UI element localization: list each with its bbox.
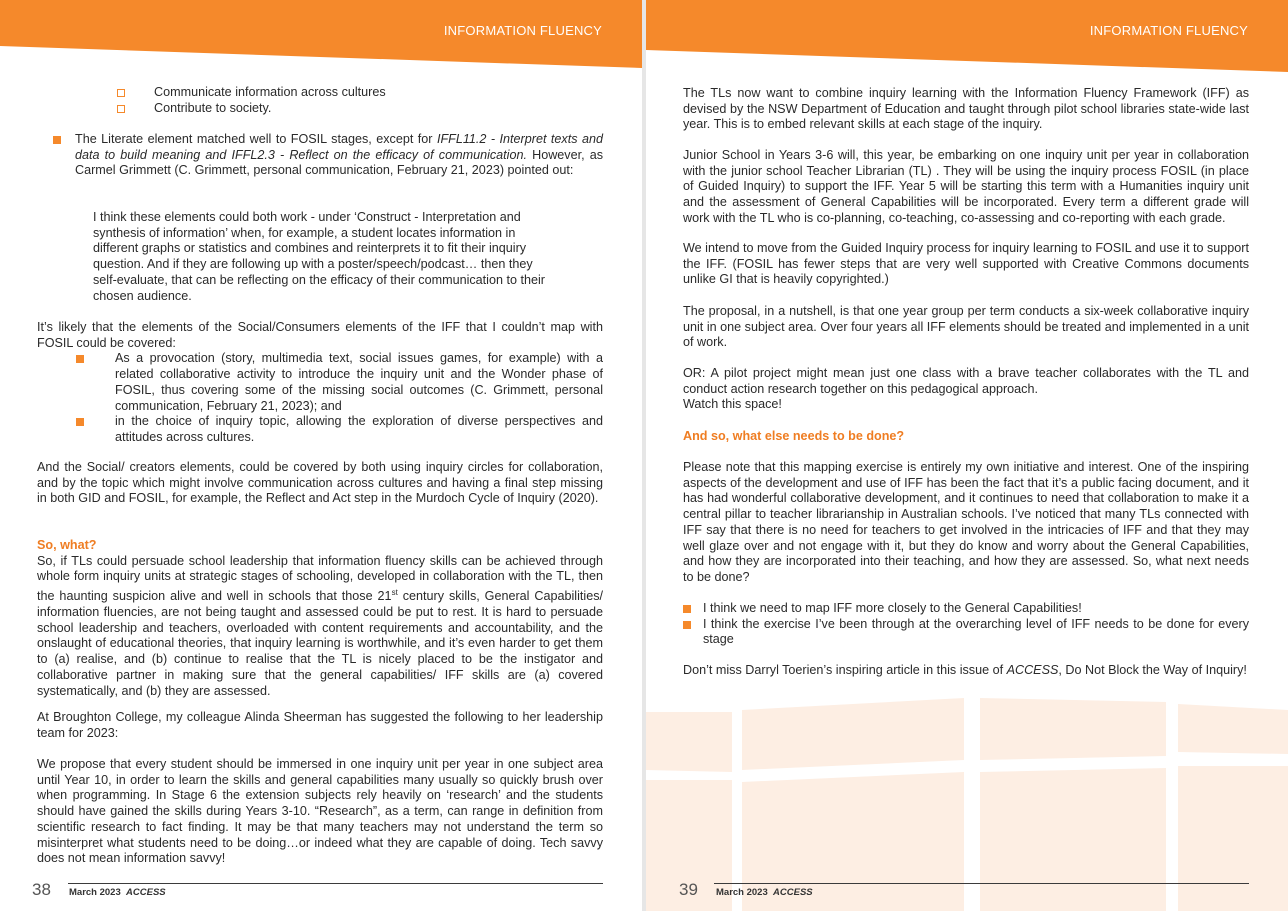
p-combine bbox=[683, 86, 1249, 133]
footer-issue bbox=[69, 887, 166, 898]
paragraph-part: So, if TLs could persuade school leadership that information fluency skills can be achieved through whole form inquiry units at strategic stages of schooling, developed in collaboration with the TL, then the haunting suspicion alive and well in schools that those 21 bbox=[37, 553, 603, 604]
emphasis-text: ACCESS bbox=[1006, 663, 1059, 677]
block-quote bbox=[93, 210, 558, 304]
quote-text: I think these elements could both work - under ‘Construct - Interpretation and synthesis of information’ when, for example, a student locates information in different graphs or statistics and combines and reinterprets it to fit their inquiry question. And if they are following up with a poster/speech/podcast… then they self-evaluate, that can be reflecting on the efficacy of their communication to their chosen audience. bbox=[93, 210, 545, 303]
page-number: 39 bbox=[679, 880, 698, 899]
square-bullet-icon bbox=[683, 605, 691, 613]
hollow-square-bullet-icon bbox=[117, 89, 125, 97]
footer-rule bbox=[68, 883, 603, 884]
square-bullet-icon bbox=[76, 418, 84, 426]
list-item bbox=[117, 85, 417, 101]
paragraph-part: century skills, General Capabilities/ information fluencies, are not being taught and assessed could be put to rest. It is hard to persuade school leadership and teachers, overloaded with content requirements and accountability, and the onslaught of educational theories, that inquiry learning is worthwhile, and it’s even harder to get them to (a) realise, and (b) continue to realise that the TL is nicely placed to be the instigator and collaborative partner in making sure that the general capabilities/ IFF skills are (a) covered systematically, and (b) they are assessed. bbox=[37, 589, 603, 698]
paragraph-text: It’s likely that the elements of the Social/Consumers elements of the IFF that I couldn’t map with FOSIL could be covered: bbox=[37, 320, 603, 350]
so-what-section bbox=[37, 538, 603, 699]
list-item bbox=[53, 132, 603, 179]
paragraph-text: Please note that this mapping exercise is entirely my own initiative and interest. One of the inspiring aspects of the development and use of IFF has been the fact that it’s a public facing document, and it has had wonderful collaborative development, and it continues to need that collaboration to make it a central pillar to teacher librarianship in Australian schools. I’ve noticed that many TLs connected with IFF say that there is no need for teachers to get involved in the intricacies of IFF and that they may well glaze over and not engage with it, but they do know and worry about the General Capabilities, and how they are incorporated into their teaching, and how they are assessed. So, what next needs to be done? bbox=[683, 460, 1249, 584]
p-final bbox=[683, 663, 1255, 679]
paragraph-text: OR: A pilot project might mean just one class with a brave teacher collaborates with the TL and conduct action research together on this pedagogical approach. bbox=[683, 366, 1249, 396]
paragraph-text: And the Social/ creators elements, could be covered by both using inquiry circles for collaboration, and by the topic which might involve communication across cultures and having a final step missing in both GID and FOSIL, for example, the Reflect and Act step in the Murdoch Cycle of Inquiry (2020). bbox=[37, 460, 603, 506]
decorative-background-shapes bbox=[646, 690, 1288, 911]
proposal-paragraph bbox=[37, 757, 603, 867]
paragraph-part: , Do Not Block the Way of Inquiry! bbox=[1058, 663, 1247, 677]
footer-date: March 2023 bbox=[69, 887, 121, 898]
square-bullet-icon bbox=[683, 621, 691, 629]
list-item-text: Contribute to society. bbox=[154, 100, 272, 115]
running-header: INFORMATION FLUENCY bbox=[1089, 23, 1248, 38]
else-heading bbox=[683, 429, 1249, 445]
footer-publication: ACCESS bbox=[126, 887, 166, 898]
paragraph-text: Watch this space! bbox=[683, 397, 782, 412]
footer-publication: ACCESS bbox=[773, 887, 813, 898]
paragraph-text bbox=[37, 554, 603, 700]
header-banner bbox=[0, 0, 642, 72]
paragraph-text: We propose that every student should be immersed in one inquiry unit per year in one subject area until Year 10, in order to learn the skills and general capabilities many usually so quickly brush over when programming. In Stage 6 the extension subjects rely heavily on ‘research’ and the students should have gained the skills during Years 3-10. “Research”, as a term, can range in definition from scientific research to fact finding. It may be that many teachers may not understand the term so misinterpret what students need to be doing…or indeed what they are capable of doing. Tech savvy does not mean information savvy! bbox=[37, 757, 603, 866]
square-bullet-icon bbox=[53, 136, 61, 144]
list-item bbox=[117, 101, 417, 117]
paragraph-text: However, as Carmel Grimmett (C. Grimmett, personal communication, February 21, 2023) pointed out: bbox=[75, 147, 604, 178]
sub-bullet-list bbox=[117, 85, 417, 116]
list-item bbox=[76, 414, 603, 445]
paragraph-text: We intend to move from the Guided Inquiry process for inquiry learning to FOSIL and use it to support the IFF. (FOSIL has fewer steps that are very well supported with Creative Commons documents unlike GI that is heavily copyrighted.) bbox=[683, 241, 1249, 287]
next-steps-list bbox=[683, 601, 1249, 648]
square-bullet-icon bbox=[76, 355, 84, 363]
paragraph-text: Junior School in Years 3-6 will, this year, be embarking on one inquiry unit per year in collaboration with the junior school Teacher Librarian (TL) . They will be using the inquiry process FOSIL (in place of Guided Inquiry) to support the IFF. Year 5 will be starting this term with a Humanities inquiry unit and the assessment of General Capabilities will be incorporated. Every term a different grade will work with the TL who is co-planning, co-teaching, co-assessing and co-reporting with each grade. bbox=[683, 148, 1249, 225]
paragraph-text: The Literate element matched well to FOSIL stages, except for bbox=[75, 132, 437, 146]
list-item-text: I think we need to map IFF more closely to the General Capabilities! bbox=[703, 601, 1082, 615]
list-item-text: As a provocation (story, multimedia text, social issues games, for example) with a related collaborative activity to introduce the inquiry unit and the Wonder phase of FOSIL, thus covering some of the missing social outcomes (C. Grimmett, personal communication, February 21, 2023); and bbox=[115, 351, 603, 413]
list-item bbox=[683, 617, 1249, 648]
paragraph-text: The proposal, in a nutshell, is that one year group per term conducts a six-week collaborative inquiry unit in one subject area. Over four years all IFF elements should be treated and implemented in a unit of work. bbox=[683, 304, 1249, 350]
p-pilot bbox=[683, 366, 1249, 413]
broughton-paragraph bbox=[37, 710, 603, 741]
header-banner bbox=[646, 0, 1288, 72]
section-heading: So, what? bbox=[37, 538, 97, 552]
paragraph-text: The TLs now want to combine inquiry learning with the Information Fluency Framework (IFF) as devised by the NSW Department of Education and taught through pilot school libraries state-wide last year. This is to embed relevant skills at each stage of the inquiry. bbox=[683, 86, 1249, 132]
footer-date: March 2023 bbox=[716, 887, 768, 898]
section-heading: And so, what else needs to be done? bbox=[683, 429, 905, 443]
list-item-text: I think the exercise I’ve been through at the overarching level of IFF needs to be done for every stage bbox=[703, 616, 1249, 647]
emphasis-text: IFFL11.2 - Interpret texts and data to build meaning and IFFL2.3 - Reflect on the efficacy of communication. bbox=[75, 132, 603, 162]
p-proposal bbox=[683, 304, 1249, 351]
running-header: INFORMATION FLUENCY bbox=[443, 23, 602, 38]
page-38 bbox=[0, 0, 642, 911]
paragraph-text bbox=[683, 663, 1255, 679]
page-39 bbox=[646, 0, 1288, 911]
literate-bullet bbox=[53, 132, 603, 179]
hollow-square-bullet-icon bbox=[117, 105, 125, 113]
list-item bbox=[76, 351, 603, 414]
creators-paragraph bbox=[37, 460, 603, 507]
p-guided-inquiry bbox=[683, 241, 1249, 288]
paragraph-part: Don’t miss Darryl Toerien’s inspiring article in this issue of bbox=[683, 663, 1007, 677]
page-number: 38 bbox=[32, 880, 51, 899]
p-junior-school bbox=[683, 148, 1249, 227]
p-mapping bbox=[683, 460, 1249, 586]
social-bullet-list bbox=[76, 351, 603, 445]
list-item-text: in the choice of inquiry topic, allowing the exploration of diverse perspectives and attitudes across cultures. bbox=[115, 414, 603, 444]
social-section bbox=[37, 320, 603, 446]
footer-issue bbox=[716, 887, 813, 898]
list-item-text: Communicate information across cultures bbox=[154, 85, 386, 99]
list-item bbox=[683, 601, 1249, 617]
paragraph-text: At Broughton College, my colleague Alinda Sheerman has suggested the following to her leadership team for 2023: bbox=[37, 710, 603, 740]
footer-rule bbox=[714, 883, 1249, 884]
superscript: st bbox=[391, 588, 398, 598]
